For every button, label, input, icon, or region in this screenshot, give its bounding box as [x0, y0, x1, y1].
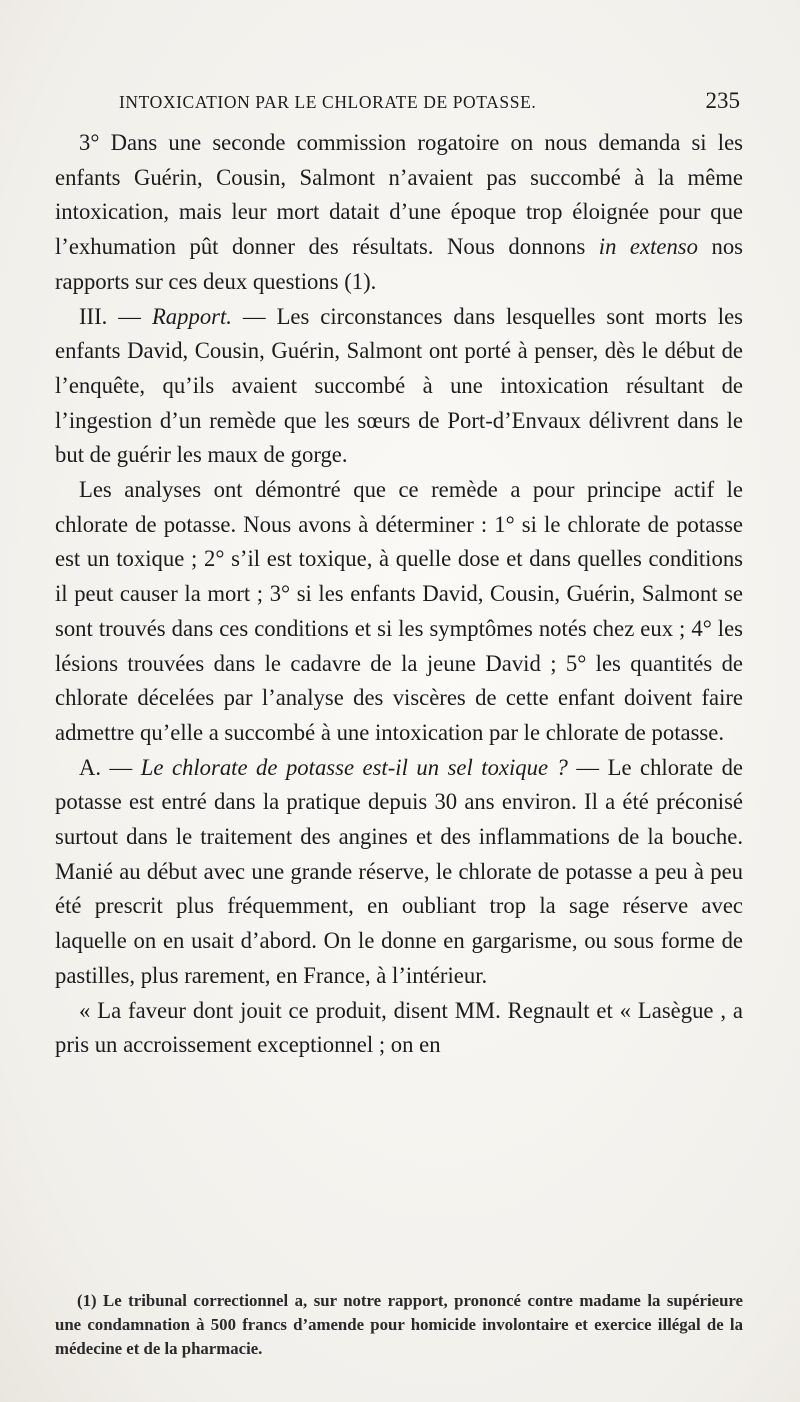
paragraph-text: III. — — [79, 303, 152, 329]
paragraph-text: — Les circonstances dans lesquelles sont morts les enfants David, Cousin, Guérin, Salmont ont porté à penser, dès le début de l’enquête, qu’ils avaient succombé à une intoxication résultant de l’ingestion d’un remède que les sœurs de Port-d’Envaux délivrent dans le but de guérir les maux de gorge. — [55, 303, 743, 468]
footnote-text: (1) Le tribunal correctionnel a, sur notre rapport, prononcé contre madame la supérieure une condamnation à 500 francs d’amende pour homicide involontaire et exercice illégal de la médecine et de la pharmacie. — [55, 1291, 743, 1358]
paragraph-rapport — [55, 300, 743, 474]
paragraph-commission — [55, 126, 743, 300]
paragraph-text: 3° Dans une seconde commission rogatoire on nous demanda si les enfants Guérin, Cousin, Salmont n’avaient pas succombé à la même intoxication, mais leur mort datait d’une époque trop éloignée pour que l’exhumation pût donner des résultats. Nous donnons — [55, 130, 743, 260]
page-header — [75, 88, 740, 122]
paragraph-italic: Rapport. — [151, 303, 232, 329]
paragraph-text: Les analyses ont démontré que ce remède a pour principe actif le chlorate de potasse. Nous avons à déterminer : 1° si le chlorate de potasse est un toxique ; 2° s’il est toxique, à quelle dose et dans quelles conditions il peut causer la mort ; 3° si les enfants David, Cousin, Guérin, Salmont se sont trouvés dans ces conditions et si les symptômes notés chez eux ; 4° les lésions trouvées dans le cadavre de la jeune David ; 5° les quantités de chlorate décelées par l’analyse des viscères de cette enfant doivent faire admettre qu’elle a succombé à une intoxication par le chlorate de potasse. — [55, 477, 743, 745]
footnote — [55, 1289, 743, 1361]
paragraph-analyses — [55, 473, 743, 751]
paragraph-italic: Le chlorate de potasse est-il un sel toxique ? — [140, 754, 568, 780]
running-title: INTOXICATION PAR LE CHLORATE DE POTASSE. — [119, 92, 537, 112]
paragraph-text: « La faveur dont jouit ce produit, disent MM. Regnault et « Lasègue , a pris un accroissement exceptionnel ; on en — [55, 997, 743, 1058]
page-number: 235 — [705, 88, 740, 113]
paragraph-text: — Le chlorate de potasse est entré dans la pratique depuis 30 ans environ. Il a été préconisé surtout dans le traitement des angines et des inflammations de la bouche. Manié au début avec une grande réserve, le chlorate de potasse a peu à peu été prescrit plus fréquemment, en oubliant trop la sage réserve avec laquelle on en usait d’abord. On le donne en gargarisme, ou sous forme de pastilles, plus rarement, en France, à l’intérieur. — [55, 754, 743, 988]
paragraph-text: A. — — [79, 754, 141, 780]
paragraph-italic: in extenso — [598, 234, 698, 260]
paragraph-toxique — [55, 751, 743, 994]
body-text — [55, 126, 743, 1063]
paragraph-text: nos rapports sur ces deux questions (1). — [55, 234, 743, 294]
paragraph-quote — [55, 994, 743, 1063]
